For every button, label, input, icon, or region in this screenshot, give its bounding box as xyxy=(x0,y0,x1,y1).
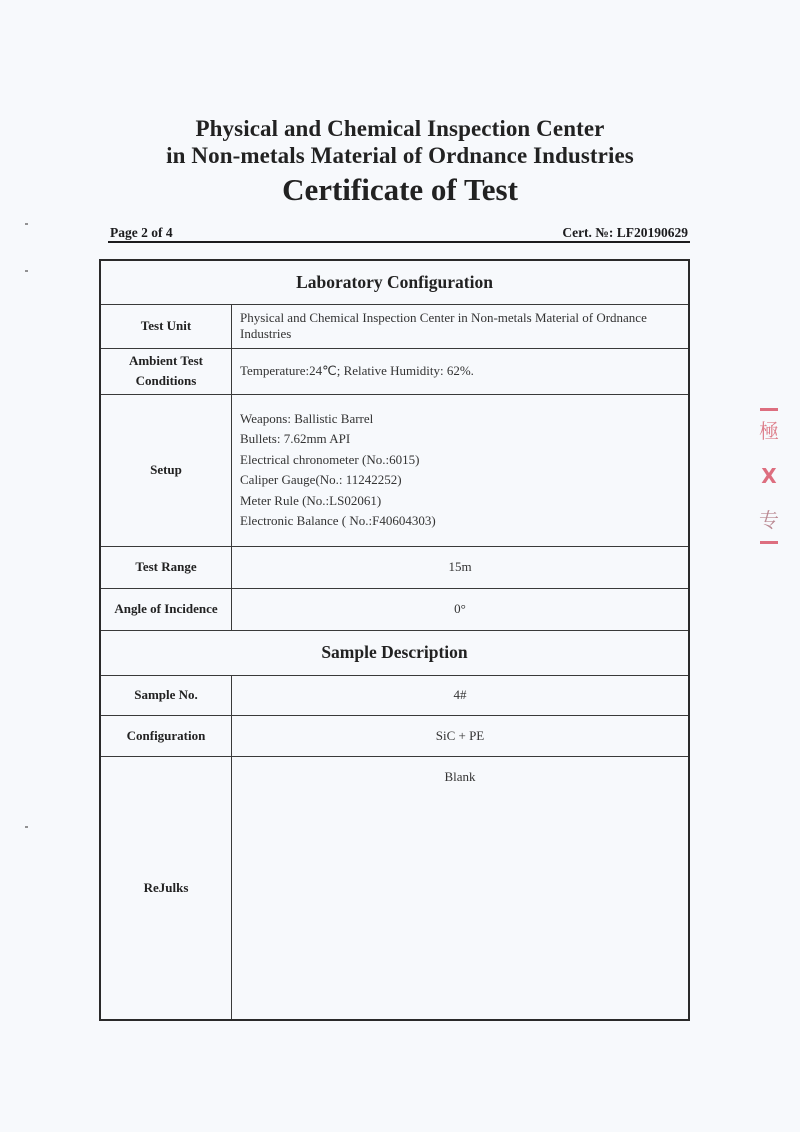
setup-item: Bullets: 7.62mm API xyxy=(240,431,351,446)
ambient-conditions-label: Ambient Test Conditions xyxy=(100,348,232,394)
configuration-label: Configuration xyxy=(100,715,232,756)
document-title: Certificate of Test xyxy=(282,172,518,207)
angle-of-incidence-label: Angle of Incidence xyxy=(100,588,232,630)
setup-item: Weapons: Ballistic Barrel xyxy=(240,410,374,426)
lab-config-heading: Laboratory Configuration xyxy=(100,260,689,304)
table-row xyxy=(100,756,689,1020)
setup-item: Electrical chronometer (No.:6015) xyxy=(240,451,420,467)
seal-stamp-icon: 極 X 专 xyxy=(756,408,782,568)
certificate-table xyxy=(99,259,690,1021)
setup-value xyxy=(232,394,690,546)
scan-speck xyxy=(25,223,28,225)
configuration-value: SiC + PE xyxy=(232,715,690,756)
table-row xyxy=(100,546,689,588)
setup-item: Meter Rule (No.:LS02061) xyxy=(240,492,382,508)
org-name-line2: in Non-metals Material of Ordnance Industries xyxy=(166,143,634,168)
org-name-line1: Physical and Chemical Inspection Center xyxy=(195,116,605,141)
section-heading-row xyxy=(100,630,689,675)
table-row xyxy=(100,304,689,348)
scan-speck xyxy=(25,270,28,272)
ambient-conditions-value: Temperature:24℃; Relative Humidity: 62%. xyxy=(232,348,690,394)
table-row xyxy=(100,715,689,756)
stamp-bar xyxy=(760,408,778,411)
sample-description-heading: Sample Description xyxy=(100,630,689,675)
table-row xyxy=(100,348,689,394)
stamp-bar xyxy=(760,541,778,544)
setup-label: Setup xyxy=(100,394,232,546)
sample-no-label: Sample No. xyxy=(100,675,232,715)
table-row xyxy=(100,588,689,630)
sample-no-value: 4# xyxy=(232,675,690,715)
page-indicator: Page 2 of 4 xyxy=(110,225,173,240)
scan-speck xyxy=(25,826,28,828)
section-heading-row xyxy=(100,260,689,304)
angle-of-incidence-value: 0° xyxy=(232,588,690,630)
remarks-value: Blank xyxy=(232,756,690,1020)
test-range-value: 15m xyxy=(232,546,690,588)
setup-item: Electronic Balance ( No.:F40604303) xyxy=(240,513,436,528)
test-unit-value: Physical and Chemical Inspection Center in Non-metals Material of Ordnance Industries xyxy=(232,304,690,348)
setup-item: Caliper Gauge(No.: 11242252) xyxy=(240,472,402,487)
cert-number: Cert. №: LF20190629 xyxy=(562,225,688,240)
test-range-label: Test Range xyxy=(100,546,232,588)
test-unit-label: Test Unit xyxy=(100,304,232,348)
table-row xyxy=(100,675,689,715)
remarks-label: ReJulks xyxy=(100,756,232,1020)
table-row xyxy=(100,394,689,546)
header-rule xyxy=(108,241,690,243)
